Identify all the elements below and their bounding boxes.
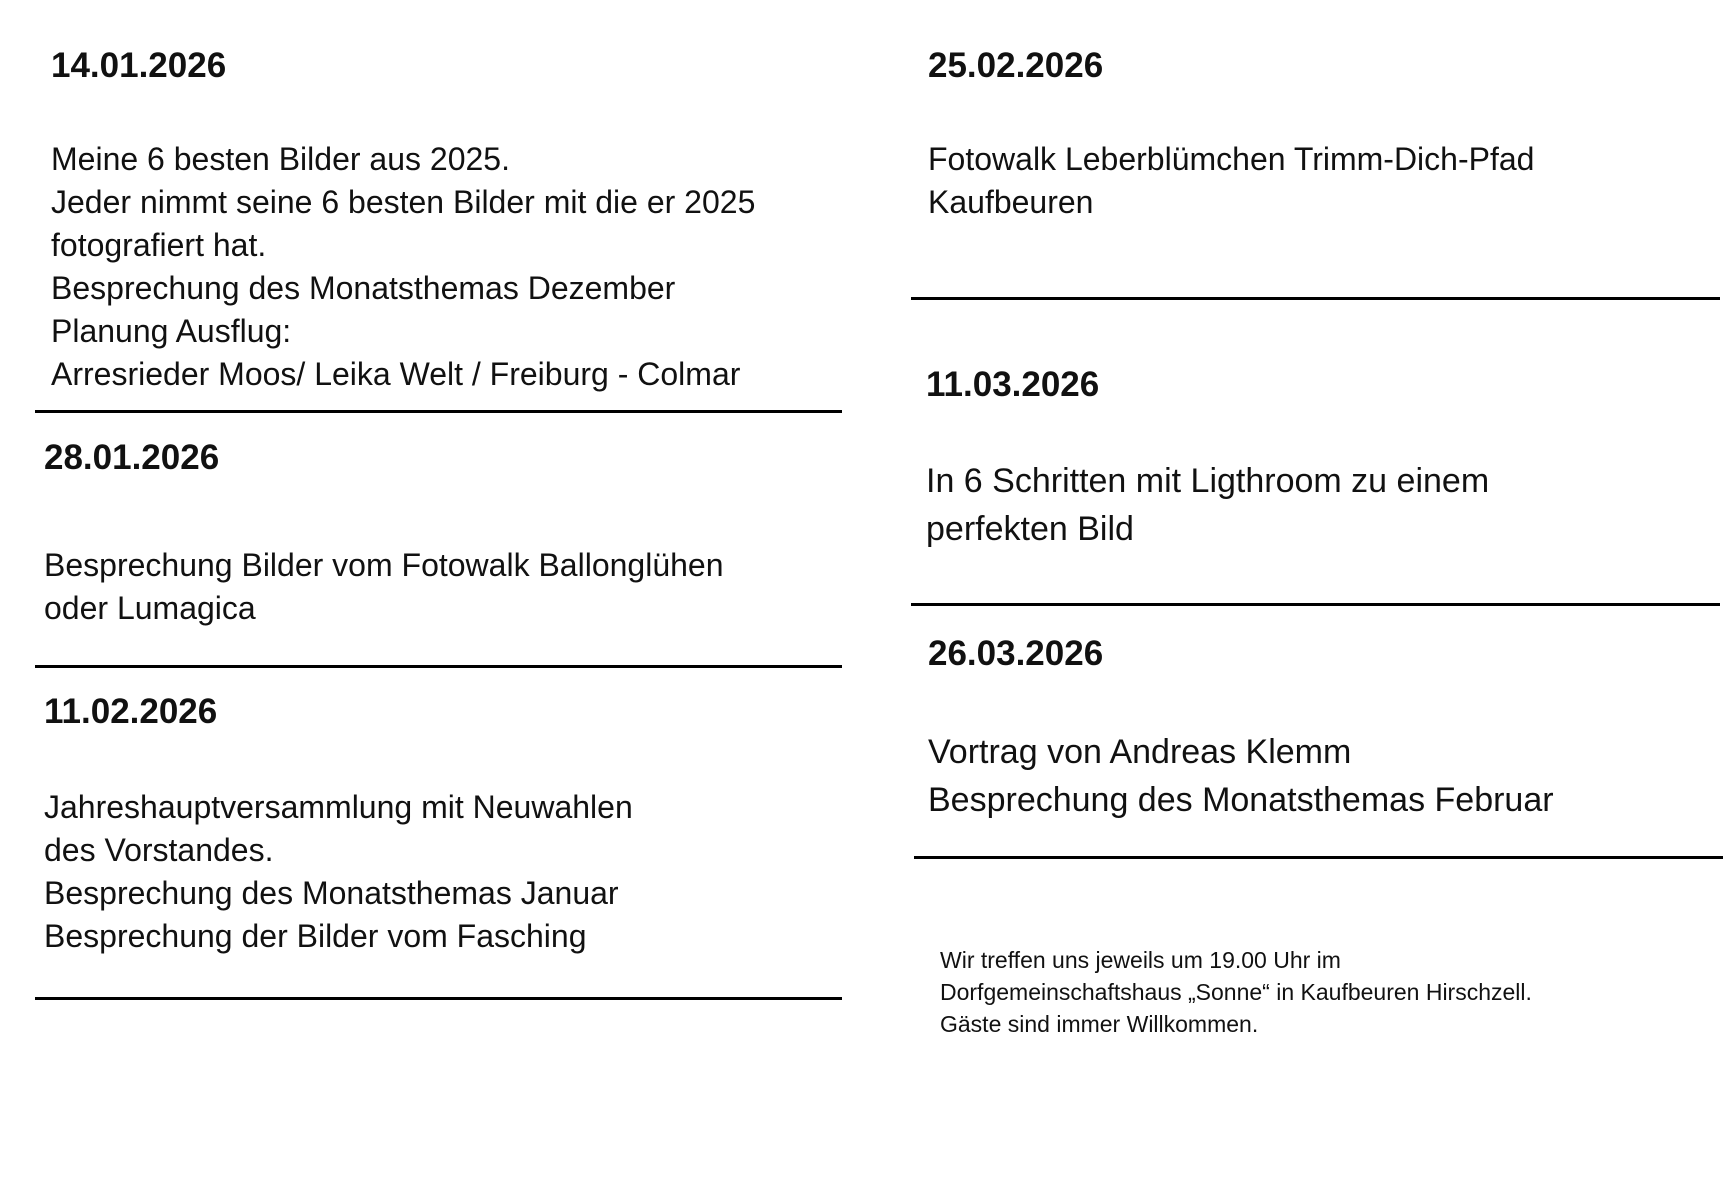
event-description-line: Jeder nimmt seine 6 besten Bilder mit die er 2025	[51, 184, 756, 220]
event-description-line: Jahreshauptversammlung mit Neuwahlen	[44, 789, 633, 825]
divider-line	[914, 856, 1723, 859]
event-description	[44, 544, 724, 630]
divider-line	[35, 410, 842, 413]
event-description-line: Planung Ausflug:	[51, 313, 292, 349]
meeting-info-line: Dorfgemeinschaftshaus „Sonne“ in Kaufbeuren Hirschzell.	[940, 979, 1532, 1005]
event-description-line: Kaufbeuren	[928, 184, 1094, 220]
event-description	[928, 728, 1554, 824]
event-description-line: Fotowalk Leberblümchen Trimm-Dich-Pfad	[928, 141, 1535, 177]
event-description-line: Besprechung der Bilder vom Fasching	[44, 918, 587, 954]
event-description-line: Besprechung des Monatsthemas Dezember	[51, 270, 676, 306]
event-description-line: In 6 Schritten mit Ligthroom zu einem	[926, 462, 1490, 500]
event-description-line: oder Lumagica	[44, 590, 256, 626]
meeting-info-note	[940, 944, 1532, 1040]
event-description	[44, 786, 633, 958]
event-description-line: perfekten Bild	[926, 510, 1134, 548]
meeting-info-line: Wir treffen uns jeweils um 19.00 Uhr im	[940, 947, 1341, 973]
event-description-line: Arresrieder Moos/ Leika Welt / Freiburg - Colmar	[51, 356, 741, 392]
event-description-line: fotografiert hat.	[51, 227, 267, 263]
event-description-line: Meine 6 besten Bilder aus 2025.	[51, 141, 510, 177]
event-date: 11.02.2026	[44, 692, 218, 731]
event-date: 14.01.2026	[51, 46, 227, 85]
divider-line	[35, 997, 842, 1000]
event-description-line: Vortrag von Andreas Klemm	[928, 733, 1352, 771]
meeting-info-line: Gäste sind immer Willkommen.	[940, 1011, 1259, 1037]
event-date: 25.02.2026	[928, 46, 1104, 85]
event-description	[926, 457, 1489, 553]
event-description-line: Besprechung des Monatsthemas Januar	[44, 875, 619, 911]
event-description	[51, 138, 755, 396]
event-date: 26.03.2026	[928, 634, 1104, 673]
event-description-line: Besprechung des Monatsthemas Februar	[928, 781, 1554, 819]
divider-line	[911, 603, 1720, 606]
event-description-line: des Vorstandes.	[44, 832, 274, 868]
divider-line	[911, 297, 1720, 300]
divider-line	[35, 665, 842, 668]
event-description	[928, 138, 1534, 224]
event-description-line: Besprechung Bilder vom Fotowalk Ballonglühen	[44, 547, 724, 583]
event-date: 11.03.2026	[926, 365, 1100, 404]
event-date: 28.01.2026	[44, 438, 220, 477]
